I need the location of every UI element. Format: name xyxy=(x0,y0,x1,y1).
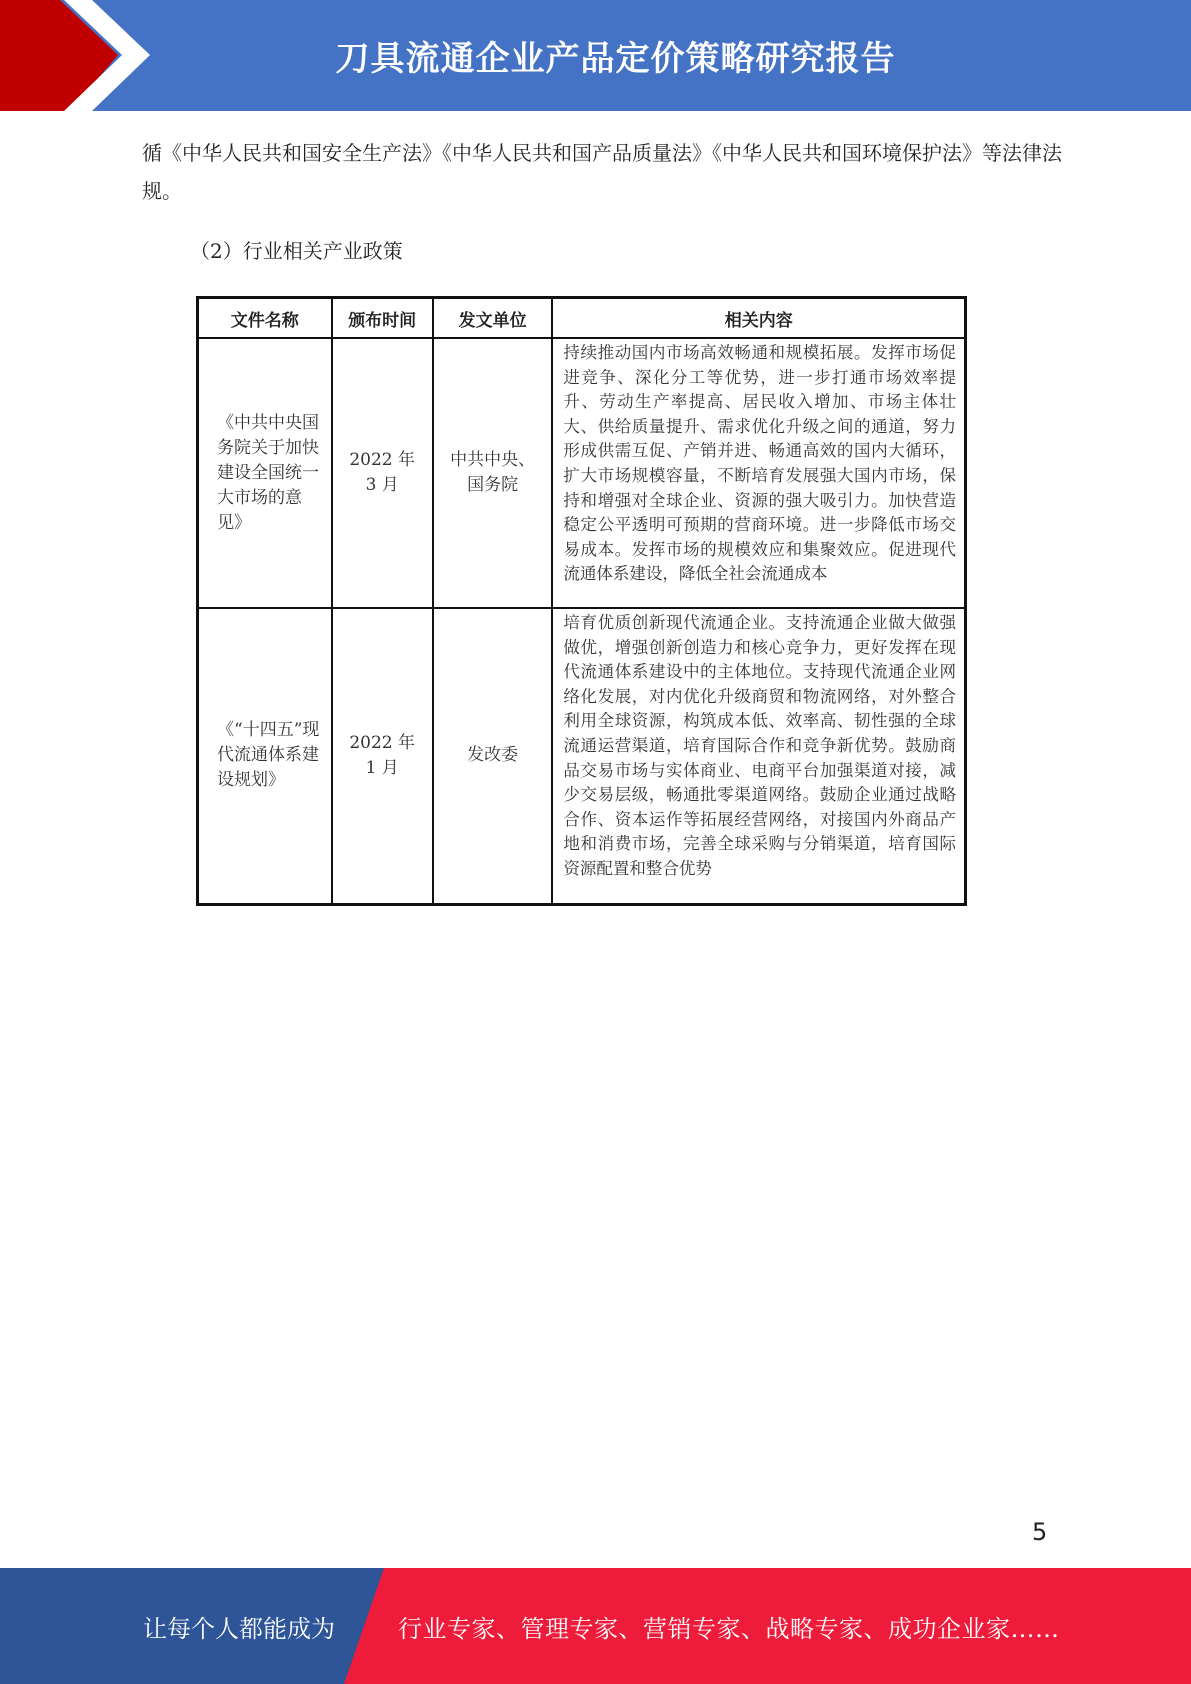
cell-issuer: 中共中央、国务院 xyxy=(433,338,553,608)
cell-content: 培育优质创新现代流通企业。支持流通企业做大做强做优，增强创新创造力和核心竞争力，更好发挥在现代流通体系建设中的主体地位。支持现代流通企业网络化发展，对内优化升级商贸和物流网络，对外整合利用全球资源，构筑成本低、效率高、韧性强的全球流通运营渠道，培育国际合作和竞争新优势。鼓励商品交易市场与实体商业、电商平台加强渠道对接，减少交易层级，畅通批零渠道网络。鼓励企业通过战略合作、资本运作等拓展经营网络，对接国内外商品产地和消费市场，完善全球采购与分销渠道，培育国际资源配置和整合优势 xyxy=(552,608,965,904)
page-number: 5 xyxy=(1032,1518,1048,1546)
header-arrow-decoration xyxy=(0,0,200,111)
section-subheading: （2）行业相关产业政策 xyxy=(190,239,403,263)
table-header-row xyxy=(198,298,966,339)
cell-issuer: 发改委 xyxy=(433,608,553,904)
cell-file-name: 《“十四五”现代流通体系建设规划》 xyxy=(198,608,332,904)
cell-file-name: 《中共中央国务院关于加快建设全国统一大市场的意见》 xyxy=(198,338,332,608)
policy-table xyxy=(196,296,967,906)
footer-slogan-left: 让每个人都能成为 xyxy=(143,1614,335,1643)
page-header xyxy=(0,0,1191,111)
cell-issue-date: 2022 年1 月 xyxy=(332,608,433,904)
header-issuer: 发文单位 xyxy=(433,298,553,339)
header-file-name: 文件名称 xyxy=(198,298,332,339)
cell-content: 持续推动国内市场高效畅通和规模拓展。发挥市场促进竞争、深化分工等优势，进一步打通市场效率提升、劳动生产率提高、居民收入增加、市场主体壮大、供给质量提升、需求优化升级之间的通道，努力形成供需互促、产销并进、畅通高效的国内大循环，扩大市场规模容量，不断培育发展强大国内市场，保持和增强对全球企业、资源的强大吸引力。加快营造稳定公平透明可预期的营商环境。进一步降低市场交易成本。发挥市场的规模效应和集聚效应。促进现代流通体系建设，降低全社会流通成本 xyxy=(552,338,965,608)
header-content: 相关内容 xyxy=(552,298,965,339)
report-title: 刀具流通企业产品定价策略研究报告 xyxy=(335,39,896,79)
body-paragraph: 循《中华人民共和国安全生产法》《中华人民共和国产品质量法》《中华人民共和国环境保护法》等法律法规。 xyxy=(142,141,1062,203)
table-row xyxy=(198,338,966,608)
page-footer xyxy=(0,1568,1191,1684)
header-issue-date: 颁布时间 xyxy=(332,298,433,339)
cell-issue-date: 2022 年3 月 xyxy=(332,338,433,608)
footer-slogan-right: 行业专家、管理专家、营销专家、战略专家、成功企业家…… xyxy=(398,1614,1060,1643)
table-row xyxy=(198,608,966,904)
